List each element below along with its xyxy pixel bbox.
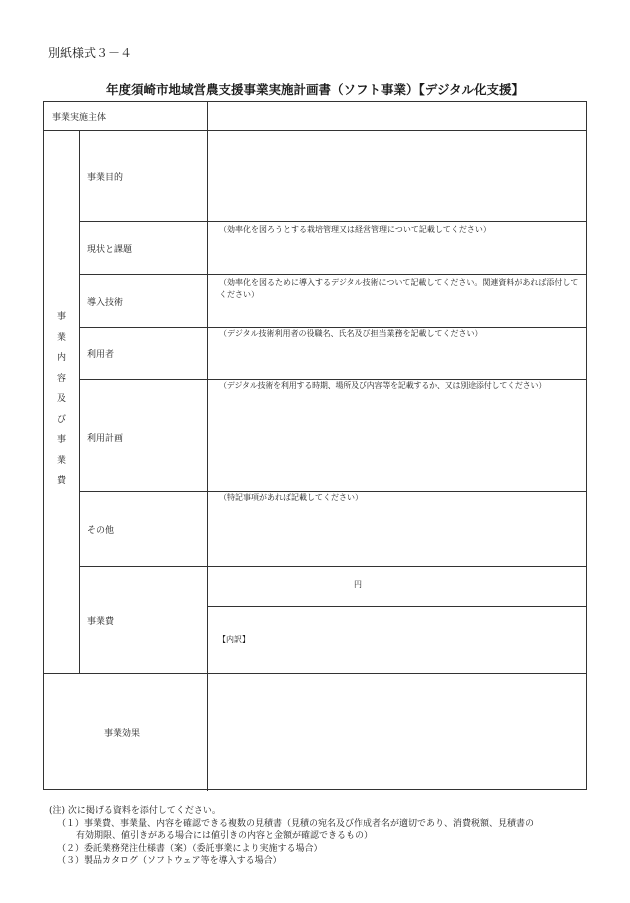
cost-unit: 円 xyxy=(354,580,362,589)
row-label-other: その他 xyxy=(87,526,115,536)
row-label-users: 利用者 xyxy=(87,350,115,360)
row-label-purpose: 事業目的 xyxy=(87,173,124,183)
section-label-char: 容 xyxy=(56,373,66,384)
section-label-char: 業 xyxy=(56,332,66,343)
section-label-char: 事 xyxy=(56,312,66,322)
section-label-char: 事 xyxy=(56,435,66,445)
technology-field[interactable] xyxy=(208,275,586,327)
section-label-char: 費 xyxy=(56,476,66,486)
row-label-effect: 事業効果 xyxy=(104,729,141,739)
plan-table xyxy=(43,101,587,790)
row-label-usage-plan: 利用計画 xyxy=(87,434,124,444)
row-label-cost: 事業費 xyxy=(87,617,115,627)
section-column-divider xyxy=(79,130,80,673)
usage-plan-note: （デジタル技術を利用する時期、場所及び内容等を記載するか、又は別途添付してください） xyxy=(219,381,547,390)
row-label-current-issues: 現状と課題 xyxy=(87,245,133,255)
current-issues-field[interactable] xyxy=(208,222,586,274)
implementer-label: 事業実施主体 xyxy=(52,113,107,123)
other-note: （特記事項があれば記載してください） xyxy=(219,493,363,502)
other-field[interactable] xyxy=(208,492,586,566)
notes-item: 有効期限、値引きがある場合には値引きの内容と金額が確認できるもの） xyxy=(76,831,374,841)
notes-item: （２）委託業務発注仕様書（案）（委託事業により実施する場合） xyxy=(57,843,323,854)
current-issues-note: （効率化を図ろうとする栽培管理又は経営管理について記載してください） xyxy=(219,225,491,234)
section-label-char: 及 xyxy=(56,394,66,404)
effect-field[interactable] xyxy=(208,674,586,789)
section-label-char: 内 xyxy=(56,353,66,363)
cost-amount-field[interactable] xyxy=(208,567,586,606)
form-id: 別紙様式３－４ xyxy=(48,46,133,60)
section-label-char: 業 xyxy=(56,455,66,466)
notes-item: （１）事業費、事業量、内容を確認できる複数の見積書（見積の宛名及び作成者名が適切であり、消費税額、見積書の xyxy=(57,818,535,829)
cost-breakdown-label: 【内訳】 xyxy=(218,635,250,644)
page-title: 年度須崎市地域営農支援事業実施計画書（ソフト事業）【デジタル化支援】 xyxy=(105,82,524,97)
cost-breakdown-field[interactable] xyxy=(208,607,586,673)
section-label-char: び xyxy=(56,414,66,425)
purpose-field[interactable] xyxy=(208,131,586,221)
section-label xyxy=(44,307,79,492)
users-field[interactable] xyxy=(208,328,586,379)
usage-plan-field[interactable] xyxy=(208,380,586,491)
notes-item: （３）製品カタログ（ソフトウェア等を導入する場合） xyxy=(57,856,282,866)
implementer-field[interactable] xyxy=(208,103,586,129)
notes-section xyxy=(49,805,534,868)
notes-heading: (注) 次に掲げる資料を添付してください。 xyxy=(49,806,221,816)
technology-note: （効率化を図るために導入するデジタル技術について記載してください。関連資料があれば添付してください） xyxy=(219,278,579,299)
row-label-technology: 導入技術 xyxy=(87,298,124,308)
users-note: （デジタル技術利用者の役職名、氏名及び担当業務を記載してください） xyxy=(219,329,483,338)
